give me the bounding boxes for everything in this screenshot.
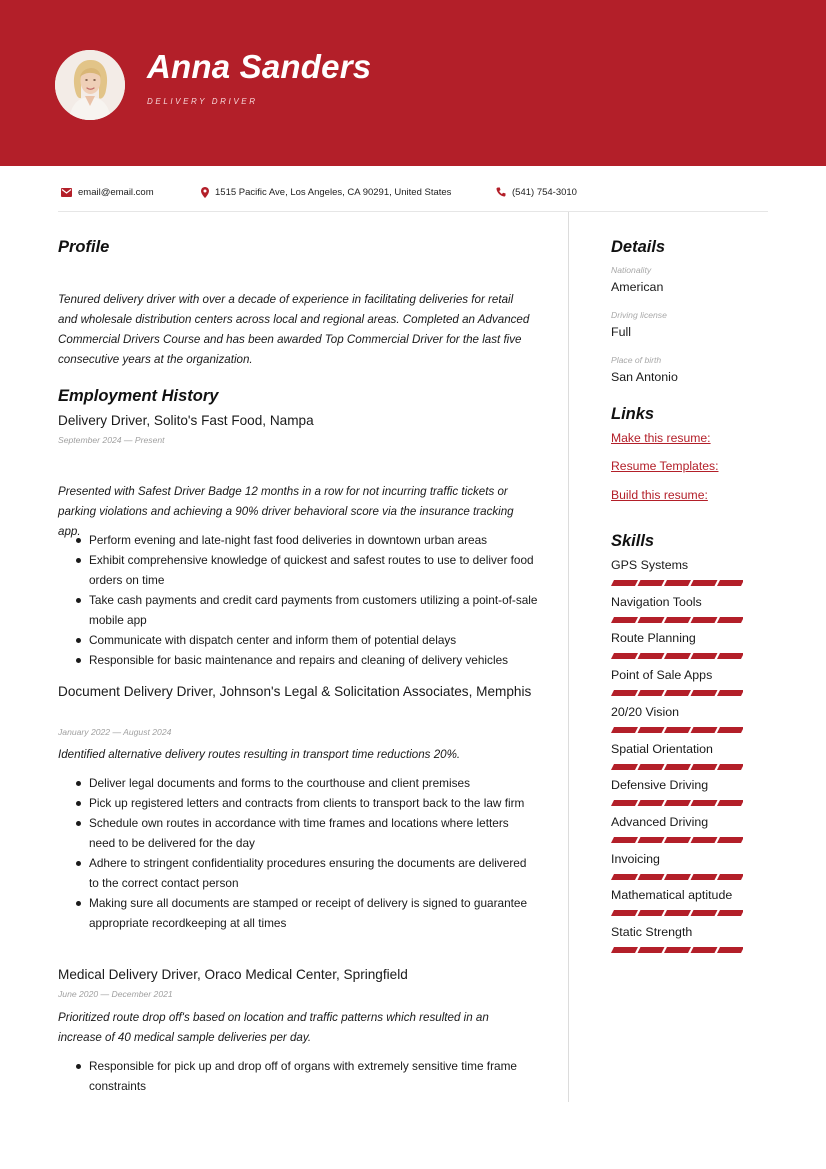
contact-phone	[496, 185, 577, 199]
skill-level-bar	[611, 617, 743, 623]
skill-name: GPS Systems	[611, 558, 689, 572]
skill-level-segment	[611, 947, 638, 953]
job-dates-1: September 2024 — Present	[58, 435, 165, 445]
candidate-name: Anna Sanders	[147, 48, 372, 85]
skill-level-segment	[717, 690, 743, 696]
links-heading: Links	[611, 405, 655, 423]
skill-level-segment	[611, 764, 638, 770]
list-item: Take cash payments and credit card payments from customers utilizing a point-of-sale mobile app	[58, 590, 538, 630]
resume-header	[0, 0, 826, 166]
skill-level-segment	[664, 947, 691, 953]
skill-level-segment	[611, 580, 638, 586]
skill-level-segment	[664, 690, 691, 696]
job-title: DELIVERY DRIVER	[147, 97, 258, 106]
skill-level-bar	[611, 910, 743, 916]
avatar	[55, 50, 125, 120]
list-item: Deliver legal documents and forms to the courthouse and client premises	[58, 773, 538, 793]
list-item: Schedule own routes in accordance with time frames and locations where letters need to be delivered for the day	[58, 813, 538, 853]
skill-level-segment	[611, 874, 638, 880]
skill-name: Route Planning	[611, 631, 696, 646]
skill-level-segment	[691, 764, 718, 770]
skill-level-bar	[611, 800, 743, 806]
skill-name: Navigation Tools	[611, 594, 702, 609]
list-item: Communicate with dispatch center and inform them of potential delays	[58, 630, 538, 650]
job-summary-2: Identified alternative delivery routes resulting in transport time reductions 20%.	[58, 748, 461, 761]
job-dates-3: June 2020 — December 2021	[58, 989, 173, 999]
skill-level-segment	[611, 653, 638, 659]
skill-level-segment	[638, 653, 665, 659]
skill-level-segment	[717, 800, 743, 806]
skill-level-segment	[717, 653, 743, 659]
skill-level-segment	[611, 910, 638, 916]
nationality-label: Nationality	[611, 265, 652, 275]
skill-name: Mathematical aptitude	[611, 888, 733, 903]
skill-level-bar	[611, 947, 743, 953]
skill-level-segment	[638, 580, 665, 586]
list-item: Responsible for pick up and drop off of organs with extremely sensitive time frame constraints	[58, 1056, 538, 1096]
skill-level-segment	[717, 617, 743, 623]
skill-level-segment	[717, 947, 743, 953]
link-build-this-resume[interactable]: Build this resume:	[611, 488, 708, 502]
list-item: Responsible for basic maintenance and repairs and cleaning of delivery vehicles	[58, 650, 538, 670]
skill-level-segment	[691, 947, 718, 953]
skill-level-segment	[664, 910, 691, 916]
place-of-birth-label: Place of birth	[611, 355, 662, 365]
skill-level-segment	[611, 837, 638, 843]
place-of-birth-value: San Antonio	[611, 370, 678, 384]
skill-name: Advanced Driving	[611, 814, 709, 829]
skill-level-bar	[611, 764, 743, 770]
column-divider	[568, 212, 569, 1102]
skill-level-segment	[691, 727, 718, 733]
skill-name: Spatial Orientation	[611, 741, 713, 756]
details-heading: Details	[611, 238, 666, 256]
skill-level-segment	[691, 800, 718, 806]
link-make-this-resume[interactable]: Make this resume:	[611, 431, 711, 445]
job-bullets-2	[58, 773, 538, 933]
skill-level-segment	[638, 947, 665, 953]
list-item: Adhere to stringent confidentiality procedures ensuring the documents are delivered to the correct contact person	[58, 853, 538, 893]
skill-level-segment	[717, 837, 743, 843]
nationality-value: American	[611, 280, 664, 294]
job-title-1: Delivery Driver, Solito's Fast Food, Nampa	[58, 413, 314, 428]
skill-level-segment	[664, 764, 691, 770]
envelope-icon	[61, 188, 72, 197]
skill-level-bar	[611, 580, 743, 586]
skill-level-segment	[664, 800, 691, 806]
skill-level-segment	[664, 727, 691, 733]
skill-level-segment	[611, 727, 638, 733]
skill-level-segment	[717, 727, 743, 733]
skill-level-segment	[611, 800, 638, 806]
profile-text: Tenured delivery driver with over a decade of experience in facilitating deliveries for retail and wholesale distribution centers across local and regional areas. Completed an Advanced Commercial Drivers Course and has been awarded Top Commercial Driver for the last five consecutive years at the organization.	[58, 293, 530, 366]
contact-email	[61, 185, 154, 199]
address-text: 1515 Pacific Ave, Los Angeles, CA 90291, United States	[215, 186, 452, 198]
link-resume-templates[interactable]: Resume Templates:	[611, 459, 719, 473]
skill-level-segment	[691, 617, 718, 623]
skills-heading: Skills	[611, 532, 655, 550]
phone-text: (541) 754-3010	[512, 186, 577, 198]
skill-level-segment	[611, 617, 638, 623]
map-pin-icon	[201, 187, 209, 198]
email-text: email@email.com	[78, 186, 154, 198]
skill-name: Defensive Driving	[611, 778, 709, 793]
skill-level-segment	[664, 653, 691, 659]
job-title-3: Medical Delivery Driver, Oraco Medical Center, Springfield	[58, 967, 408, 982]
skill-level-segment	[638, 837, 665, 843]
skill-level-segment	[717, 580, 743, 586]
job-bullets-3	[58, 1056, 538, 1096]
skill-level-segment	[638, 874, 665, 880]
skill-level-segment	[691, 910, 718, 916]
skill-level-bar	[611, 653, 743, 659]
employment-heading: Employment History	[58, 387, 219, 405]
skill-level-segment	[691, 874, 718, 880]
skill-level-segment	[717, 874, 743, 880]
phone-icon	[496, 187, 506, 197]
skill-level-segment	[638, 764, 665, 770]
skill-level-bar	[611, 690, 743, 696]
skill-name: Static Strength	[611, 925, 693, 939]
skill-level-segment	[691, 653, 718, 659]
job-dates-2: January 2022 — August 2024	[58, 727, 172, 737]
driving-license-label: Driving license	[611, 310, 667, 320]
contact-divider	[58, 211, 768, 212]
skill-level-segment	[664, 874, 691, 880]
job-title-2: Document Delivery Driver, Johnson's Legal & Solicitation Associates, Memphis	[58, 684, 532, 699]
skill-level-segment	[638, 727, 665, 733]
skill-level-segment	[664, 837, 691, 843]
job-bullets-1	[58, 530, 538, 670]
driving-license-value: Full	[611, 325, 631, 339]
skill-level-segment	[717, 764, 743, 770]
skill-level-segment	[664, 580, 691, 586]
skill-level-segment	[664, 617, 691, 623]
skill-level-segment	[638, 690, 665, 696]
job-summary-3: Prioritized route drop off's based on location and traffic patterns which resulted in an increase of 40 medical sample deliveries per day.	[58, 1011, 489, 1044]
skill-level-segment	[691, 690, 718, 696]
skill-level-segment	[691, 837, 718, 843]
skill-level-segment	[638, 800, 665, 806]
skill-level-bar	[611, 874, 743, 880]
list-item: Pick up registered letters and contracts from clients to transport back to the law firm	[58, 793, 538, 813]
contact-address	[201, 185, 451, 199]
skill-level-segment	[691, 580, 718, 586]
skill-name: Point of Sale Apps	[611, 668, 713, 683]
skill-name: 20/20 Vision	[611, 704, 679, 719]
skill-level-segment	[638, 910, 665, 916]
job-summary-1: Presented with Safest Driver Badge 12 months in a row for not incurring traffic tickets or parking violations and achieving a 90% driver behavioral score via the insurance tracking app.	[58, 485, 514, 538]
list-item: Making sure all documents are stamped or receipt of delivery is signed to guarantee appropriate recordkeeping at all times	[58, 893, 538, 933]
list-item: Perform evening and late-night fast food deliveries in downtown urban areas	[58, 530, 538, 550]
skill-level-segment	[638, 617, 665, 623]
list-item: Exhibit comprehensive knowledge of quickest and safest routes to use to deliver food orders on time	[58, 550, 538, 590]
profile-heading: Profile	[58, 238, 110, 256]
avatar-photo	[55, 50, 125, 120]
skill-level-segment	[717, 910, 743, 916]
skill-name: Invoicing	[611, 851, 660, 866]
skill-level-segment	[611, 690, 638, 696]
skill-level-bar	[611, 727, 743, 733]
skill-level-bar	[611, 837, 743, 843]
